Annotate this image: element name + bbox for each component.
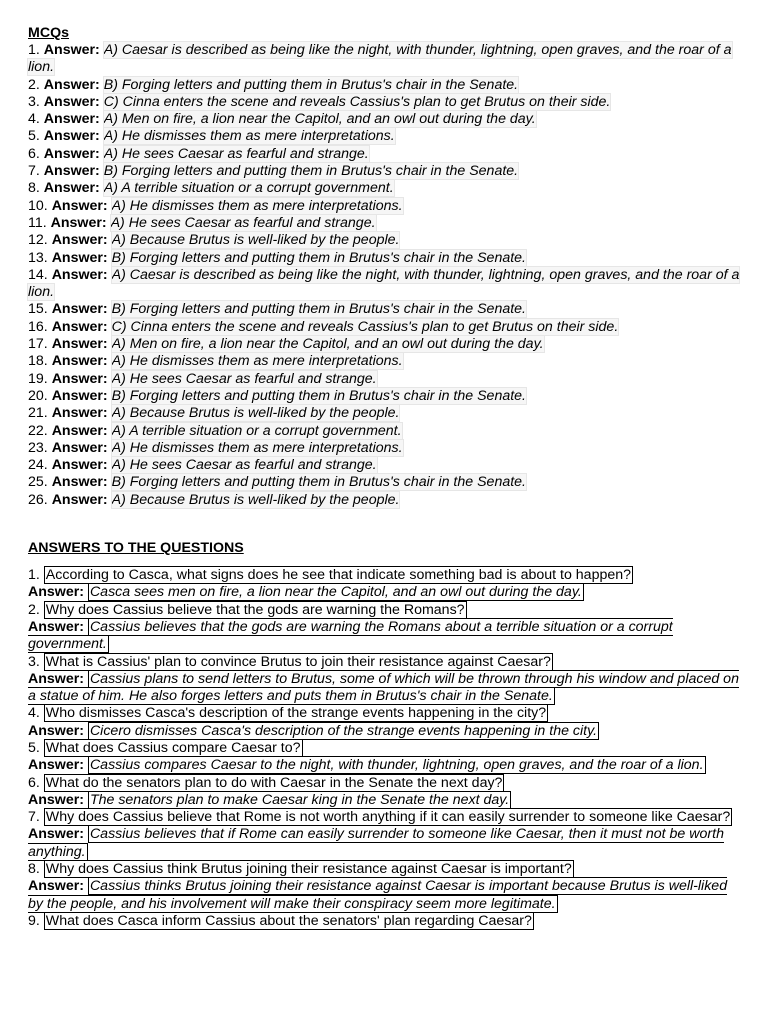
question-number: 9. bbox=[28, 912, 40, 929]
answer-label: Answer: bbox=[51, 457, 108, 474]
question-item bbox=[28, 602, 740, 619]
mcq-answer-text: A) Caesar is described as being like the night, with thunder, lightning, open graves, and the roar of a lion. bbox=[28, 42, 732, 76]
question-number: 6. bbox=[28, 774, 40, 791]
answer-label: Answer: bbox=[51, 249, 108, 266]
mcq-item bbox=[28, 146, 740, 163]
mcq-number: 8. bbox=[28, 180, 40, 197]
answer-label: Answer: bbox=[43, 163, 100, 180]
mcq-item bbox=[28, 232, 740, 249]
mcq-answer-text: A) He sees Caesar as fearful and strange. bbox=[110, 214, 376, 231]
mcq-item bbox=[28, 301, 740, 318]
mcq-item bbox=[28, 440, 740, 457]
mcq-number: 10. bbox=[28, 197, 48, 214]
mcq-number: 16. bbox=[28, 318, 48, 335]
answer-label: Answer: bbox=[43, 76, 100, 93]
qa-list bbox=[28, 567, 740, 930]
answer-label: Answer: bbox=[51, 301, 108, 318]
answer-label: Answer: bbox=[28, 791, 84, 808]
mcq-answer-text: A) He dismisses them as mere interpretations. bbox=[111, 439, 403, 456]
mcq-item bbox=[28, 250, 740, 267]
mcq-answer-text: A) Men on fire, a lion near the Capitol, and an owl out during the day. bbox=[111, 336, 544, 353]
mcq-number: 17. bbox=[28, 336, 48, 353]
question-item bbox=[28, 861, 740, 878]
answer-label: Answer: bbox=[43, 93, 100, 110]
answer-item bbox=[28, 671, 740, 706]
question-item bbox=[28, 913, 740, 930]
question-text: What does Casca inform Cassius about the senators' plan regarding Caesar? bbox=[45, 912, 532, 929]
answer-item bbox=[28, 584, 740, 601]
answer-item bbox=[28, 792, 740, 809]
mcq-item bbox=[28, 457, 740, 474]
answer-label: Answer: bbox=[43, 111, 100, 128]
mcq-number: 23. bbox=[28, 439, 48, 456]
mcq-item bbox=[28, 94, 740, 111]
answer-label: Answer: bbox=[28, 722, 84, 739]
document-page bbox=[28, 24, 740, 930]
mcq-number: 2. bbox=[28, 76, 40, 93]
question-number: 8. bbox=[28, 861, 40, 878]
answer-label: Answer: bbox=[28, 584, 84, 601]
mcq-list bbox=[28, 42, 740, 509]
mcq-number: 15. bbox=[28, 301, 48, 318]
question-number: 4. bbox=[28, 705, 40, 722]
mcq-answer-text: C) Cinna enters the scene and reveals Cassius's plan to get Brutus on their side. bbox=[103, 93, 611, 110]
answer-item bbox=[28, 826, 740, 861]
mcq-item bbox=[28, 371, 740, 388]
mcq-number: 24. bbox=[28, 457, 48, 474]
mcq-item bbox=[28, 163, 740, 180]
answer-label: Answer: bbox=[51, 197, 108, 214]
mcq-item bbox=[28, 77, 740, 94]
mcq-item bbox=[28, 492, 740, 509]
question-text: According to Casca, what signs does he see that indicate something bad is about to happen? bbox=[45, 567, 632, 584]
answer-item bbox=[28, 878, 740, 913]
mcq-number: 19. bbox=[28, 370, 48, 387]
mcq-item bbox=[28, 111, 740, 128]
answer-label: Answer: bbox=[28, 670, 84, 687]
mcq-number: 3. bbox=[28, 93, 40, 110]
answer-label: Answer: bbox=[51, 405, 108, 422]
answer-item bbox=[28, 723, 740, 740]
answer-text: Cassius plans to send letters to Brutus, some of which will be thrown through his window and placed on a statue of him. He also forges letters and puts them in Brutus's chair in the Senate. bbox=[28, 670, 739, 705]
answer-label: Answer: bbox=[51, 353, 108, 370]
question-text: Why does Cassius believe that the gods are warning the Romans? bbox=[45, 601, 465, 618]
question-text: Why does Cassius think Brutus joining their resistance against Caesar is important? bbox=[45, 861, 572, 878]
mcq-item bbox=[28, 474, 740, 491]
question-text: Why does Cassius believe that Rome is not worth anything if it can easily surrender to someone like Caesar? bbox=[45, 809, 731, 826]
question-item bbox=[28, 705, 740, 722]
mcq-item bbox=[28, 42, 740, 77]
mcq-answer-text: A) A terrible situation or a corrupt government. bbox=[111, 422, 402, 439]
mcq-heading: MCQs bbox=[28, 25, 69, 41]
answer-text: Cassius believes that if Rome can easily surrender to someone like Caesar, then it must not be worth anything. bbox=[28, 826, 724, 860]
mcq-number: 4. bbox=[28, 111, 40, 128]
answer-label: Answer: bbox=[50, 214, 107, 231]
answer-item bbox=[28, 757, 740, 774]
mcq-answer-text: A) Men on fire, a lion near the Capitol, and an owl out during the day. bbox=[103, 111, 536, 128]
mcq-number: 7. bbox=[28, 163, 40, 180]
mcq-answer-text: A) Because Brutus is well-liked by the people. bbox=[111, 232, 400, 249]
answer-label: Answer: bbox=[51, 422, 108, 439]
mcq-number: 18. bbox=[28, 353, 48, 370]
answer-label: Answer: bbox=[43, 42, 100, 58]
mcq-answer-text: B) Forging letters and putting them in Brutus's chair in the Senate. bbox=[111, 249, 526, 266]
mcq-number: 1. bbox=[28, 42, 40, 58]
answer-label: Answer: bbox=[43, 128, 100, 145]
mcq-number: 22. bbox=[28, 422, 48, 439]
mcq-number: 6. bbox=[28, 145, 40, 162]
answer-label: Answer: bbox=[51, 439, 108, 456]
question-text: What do the senators plan to do with Caesar in the Senate the next day? bbox=[45, 774, 503, 791]
answer-label: Answer: bbox=[51, 474, 108, 491]
mcq-number: 5. bbox=[28, 128, 40, 145]
mcq-answer-text: A) He dismisses them as mere interpretations. bbox=[103, 128, 395, 145]
mcq-answer-text: B) Forging letters and putting them in Brutus's chair in the Senate. bbox=[111, 387, 526, 404]
mcq-item bbox=[28, 353, 740, 370]
mcq-number: 21. bbox=[28, 405, 48, 422]
question-item bbox=[28, 809, 740, 826]
mcq-answer-text: A) He sees Caesar as fearful and strange. bbox=[111, 370, 377, 387]
mcq-answer-text: A) He dismisses them as mere interpretations. bbox=[111, 197, 403, 214]
answer-label: Answer: bbox=[28, 757, 84, 774]
qa-heading: ANSWERS TO THE QUESTIONS bbox=[28, 540, 244, 557]
question-number: 2. bbox=[28, 601, 40, 618]
mcq-item bbox=[28, 319, 740, 336]
answer-text: Cassius compares Caesar to the night, with thunder, lightning, open graves, and the roar of a lion. bbox=[89, 757, 704, 774]
mcq-answer-text: A) He dismisses them as mere interpretations. bbox=[111, 353, 403, 370]
mcq-number: 26. bbox=[28, 491, 48, 508]
answer-item bbox=[28, 619, 740, 654]
question-item bbox=[28, 654, 740, 671]
mcq-item bbox=[28, 423, 740, 440]
mcq-item bbox=[28, 128, 740, 145]
mcq-answer-text: A) Caesar is described as being like the night, with thunder, lightning, open graves, and the roar of a lion. bbox=[28, 266, 740, 301]
question-text: What is Cassius' plan to convince Brutus to join their resistance against Caesar? bbox=[45, 653, 551, 670]
question-number: 7. bbox=[28, 809, 40, 826]
mcq-answer-text: B) Forging letters and putting them in Brutus's chair in the Senate. bbox=[111, 301, 526, 318]
answer-label: Answer: bbox=[43, 145, 100, 162]
question-item bbox=[28, 567, 740, 584]
answer-label: Answer: bbox=[51, 232, 108, 249]
question-text: Who dismisses Casca's description of the strange events happening in the city? bbox=[45, 705, 547, 722]
answer-label: Answer: bbox=[51, 336, 108, 353]
mcq-item bbox=[28, 405, 740, 422]
mcq-answer-text: B) Forging letters and putting them in Brutus's chair in the Senate. bbox=[103, 76, 519, 93]
mcq-item bbox=[28, 336, 740, 353]
mcq-answer-text: C) Cinna enters the scene and reveals Cassius's plan to get Brutus on their side. bbox=[111, 318, 619, 335]
answer-label: Answer: bbox=[28, 878, 84, 895]
mcq-number: 25. bbox=[28, 474, 48, 491]
mcq-answer-text: A) Because Brutus is well-liked by the people. bbox=[111, 491, 400, 508]
question-number: 5. bbox=[28, 739, 40, 756]
mcq-number: 12. bbox=[28, 232, 48, 249]
answer-text: Cicero dismisses Casca's description of the strange events happening in the city. bbox=[89, 722, 598, 739]
mcq-answer-text: A) He sees Caesar as fearful and strange. bbox=[103, 145, 369, 162]
question-item bbox=[28, 775, 740, 792]
mcq-item bbox=[28, 215, 740, 232]
mcq-answer-text: B) Forging letters and putting them in Brutus's chair in the Senate. bbox=[103, 163, 519, 180]
answer-label: Answer: bbox=[28, 826, 84, 843]
mcq-item bbox=[28, 388, 740, 405]
mcq-item bbox=[28, 180, 740, 197]
answer-label: Answer: bbox=[51, 266, 108, 283]
answer-label: Answer: bbox=[51, 370, 108, 387]
question-number: 3. bbox=[28, 653, 40, 670]
mcq-answer-text: A) Because Brutus is well-liked by the people. bbox=[111, 405, 400, 422]
answer-text: Cassius believes that the gods are warning the Romans about a terrible situation or a corrupt government. bbox=[28, 618, 673, 653]
answer-label: Answer: bbox=[51, 318, 108, 335]
mcq-number: 14. bbox=[28, 266, 48, 283]
question-text: What does Cassius compare Caesar to? bbox=[45, 739, 301, 756]
mcq-answer-text: A) A terrible situation or a corrupt government. bbox=[103, 180, 394, 197]
question-item bbox=[28, 740, 740, 757]
answer-label: Answer: bbox=[43, 180, 100, 197]
answer-text: The senators plan to make Caesar king in the Senate the next day. bbox=[89, 791, 510, 808]
mcq-answer-text: B) Forging letters and putting them in Brutus's chair in the Senate. bbox=[111, 474, 526, 491]
answer-text: Cassius thinks Brutus joining their resistance against Caesar is important because Brutus is well-liked by the people, and his involvement will make their conspiracy seem more legitimate. bbox=[28, 878, 728, 912]
answer-label: Answer: bbox=[28, 618, 84, 635]
question-number: 1. bbox=[28, 567, 40, 584]
answer-label: Answer: bbox=[51, 491, 108, 508]
answer-text: Casca sees men on fire, a lion near the Capitol, and an owl out during the day. bbox=[89, 584, 582, 601]
mcq-item bbox=[28, 198, 740, 215]
mcq-item bbox=[28, 267, 740, 302]
mcq-number: 11. bbox=[28, 214, 47, 231]
answer-label: Answer: bbox=[51, 387, 108, 404]
mcq-number: 20. bbox=[28, 387, 48, 404]
mcq-answer-text: A) He sees Caesar as fearful and strange. bbox=[111, 457, 377, 474]
mcq-number: 13. bbox=[28, 249, 48, 266]
